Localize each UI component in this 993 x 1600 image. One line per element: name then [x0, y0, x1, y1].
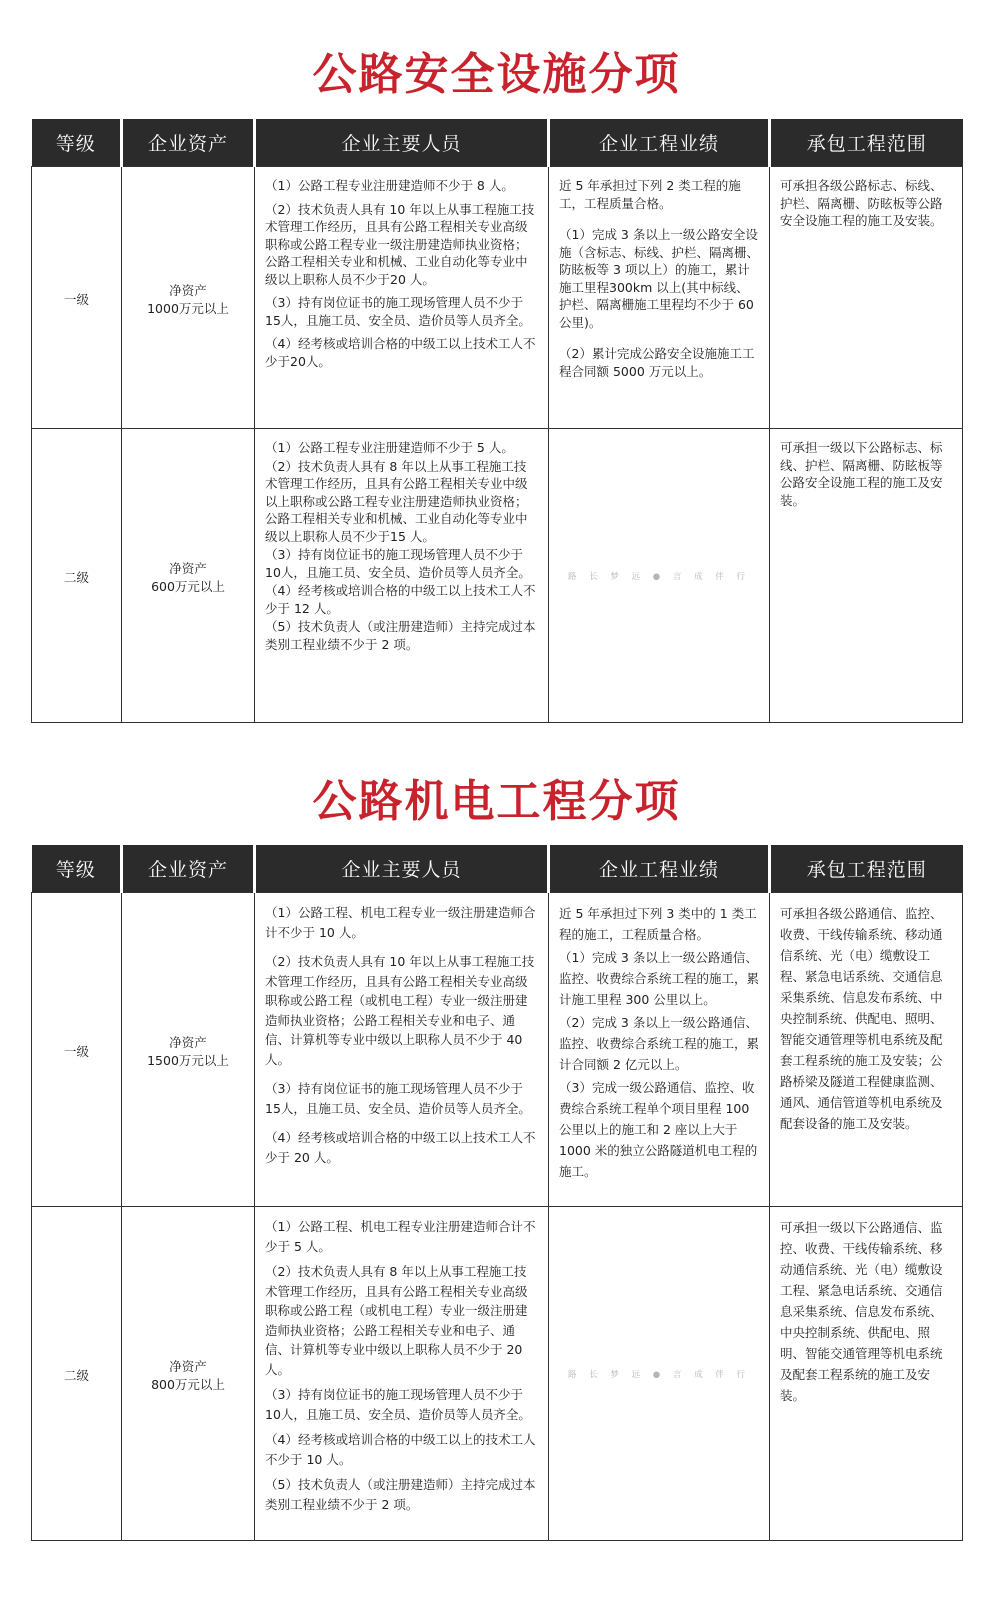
personnel-item: （3）持有岗位证书的施工现场管理人员不少于 15人，且施工员、安全员、造价员等人员齐全。 — [265, 1081, 531, 1116]
performance-cell — [549, 1207, 770, 1541]
table-row — [32, 893, 963, 1207]
section-title-electromechanical: 公路机电工程分项 — [312, 776, 681, 827]
header-asset: 企业资产 — [122, 119, 255, 167]
personnel-item: （1）公路工程专业注册建造师不少于 8 人。 — [265, 178, 514, 193]
level-cell: 二级 — [32, 429, 122, 723]
header-performance: 企业工程业绩 — [549, 119, 770, 167]
asset-cell — [122, 429, 255, 723]
watermark: 路 长 梦 远 ● 言 成 伴 行 — [567, 1369, 751, 1380]
personnel-item: （3）持有岗位证书的施工现场管理人员不少于 10人，且施工员、安全员、造价员等人员齐全。 — [265, 547, 531, 580]
electromechanical-table — [31, 845, 963, 1541]
header-personnel: 企业主要人员 — [255, 845, 549, 893]
section-title-safety: 公路安全设施分项 — [312, 49, 681, 100]
asset-value: 1500万元以上 — [147, 1052, 229, 1068]
asset-cell — [122, 1207, 255, 1541]
header-level: 等级 — [32, 845, 122, 893]
asset-value: 600万元以上 — [151, 578, 225, 594]
header-performance: 企业工程业绩 — [549, 845, 770, 893]
scope-cell — [770, 429, 963, 723]
performance-cell — [549, 429, 770, 723]
personnel-item: （1）公路工程、机电工程专业一级注册建造师合计不少于 10 人。 — [265, 905, 536, 940]
performance-item: （3）完成一级公路通信、监控、收费综合系统工程单个项目里程 100 公里以上的施工和 2 座以上大于1000 米的独立公路隧道机电工程的施工。 — [559, 1080, 758, 1179]
personnel-item: （2）技术负责人具有 8 年以上从事工程施工技术管理工作经历，且具有公路工程相关专业高级职称或公路工程（或机电工程）专业一级注册建造师执业资格；公路工程相关专业和电子、通信、计算机等专业中级以上职称人员不少于 20 人。 — [265, 1264, 528, 1377]
performance-item: （1）完成 3 条以上一级公路通信、监控、收费综合系统工程的施工，累计施工里程 300 公里以上。 — [559, 950, 760, 1007]
level-cell: 二级 — [32, 1207, 122, 1541]
header-asset: 企业资产 — [122, 845, 255, 893]
asset-label: 净资产 — [169, 1359, 207, 1374]
header-personnel: 企业主要人员 — [255, 119, 549, 167]
scope-item: 可承担各级公路通信、监控、收费、干线传输系统、移动通信系统、光（电）缆敷设工程、紧急电话系统、交通信息采集系统、信息发布系统、中央控制系统、供配电、照明、智能交通管理等机电系统及配套工程系统的施工及安装；公路桥梁及隧道工程健康监测、通风、通信管道等机电系统及配套设备的施工及安装。 — [780, 906, 943, 1131]
asset-cell — [122, 893, 255, 1207]
scope-cell — [770, 893, 963, 1207]
scope-cell — [770, 167, 963, 429]
personnel-item: （2）技术负责人具有 10 年以上从事工程施工技术管理工作经历，且具有公路工程相关专业高级职称或公路工程（或机电工程）专业一级注册建造师执业资格；公路工程相关专业和电子、通信、计算机等专业中级以上职称人员不少于 40 人。 — [265, 954, 535, 1067]
personnel-item: （4）经考核或培训合格的中级工以上技术工人不少于20人。 — [265, 336, 536, 369]
header-scope: 承包工程范围 — [770, 119, 963, 167]
performance-cell — [549, 167, 770, 429]
personnel-item: （4）经考核或培训合格的中级工以上技术工人不少于 20 人。 — [265, 1130, 536, 1165]
personnel-item: （1）公路工程专业注册建造师不少于 5 人。 — [265, 440, 514, 455]
performance-item: （1）完成 3 条以上一级公路安全设施（含标志、标线、护栏、隔离栅、防眩板等 3 项以上）的施工，累计施工里程300km 以上(其中标线、护栏、隔离栅施工里程均不少于 60 公里)。 — [559, 227, 760, 330]
performance-cell — [549, 893, 770, 1207]
personnel-item: （2）技术负责人具有 8 年以上从事工程施工技术管理工作经历，且具有公路工程相关专业中级以上职称或公路工程专业注册建造师执业资格；公路工程相关专业和机械、工业自动化等专业中级以上职称人员不少于15 人。 — [265, 458, 528, 544]
table-row — [32, 167, 963, 429]
personnel-item: （5）技术负责人（或注册建造师）主持完成过本类别工程业绩不少于 2 项。 — [265, 1477, 536, 1512]
personnel-cell — [255, 429, 549, 723]
personnel-item: （1）公路工程、机电工程专业注册建造师合计不少于 5 人。 — [265, 1219, 536, 1254]
asset-label: 净资产 — [169, 283, 207, 298]
scope-item: 可承担一级以下公路标志、标线、护栏、隔离栅、防眩板等公路安全设施工程的施工及安装。 — [780, 440, 943, 508]
performance-item: （2）累计完成公路安全设施施工工程合同额 5000 万元以上。 — [559, 346, 755, 379]
personnel-item: （4）经考核或培训合格的中级工以上的技术工人不少于 10 人。 — [265, 1432, 536, 1467]
performance-item: 近 5 年承担过下列 3 类中的 1 类工程的施工，工程质量合格。 — [559, 906, 757, 942]
header-row — [32, 845, 963, 893]
header-level: 等级 — [32, 119, 122, 167]
personnel-cell — [255, 167, 549, 429]
asset-value: 1000万元以上 — [147, 300, 229, 316]
header-row — [32, 119, 963, 167]
scope-item: 可承担一级以下公路通信、监控、收费、干线传输系统、移动通信系统、光（电）缆敷设工程、紧急电话系统、交通信息采集系统、信息发布系统、中央控制系统、供配电、照明、智能交通管理等机电系统及配套工程系统的施工及安装。 — [780, 1220, 943, 1403]
personnel-cell — [255, 893, 549, 1207]
asset-label: 净资产 — [169, 561, 207, 576]
personnel-item: （3）持有岗位证书的施工现场管理人员不少于 10人，且施工员、安全员、造价员等人员齐全。 — [265, 1387, 531, 1422]
scope-cell — [770, 1207, 963, 1541]
asset-cell — [122, 167, 255, 429]
personnel-item: （5）技术负责人（或注册建造师）主持完成过本类别工程业绩不少于 2 项。 — [265, 619, 536, 652]
personnel-item: （4）经考核或培训合格的中级工以上技术工人不少于 12 人。 — [265, 583, 536, 616]
personnel-item: （2）技术负责人具有 10 年以上从事工程施工技术管理工作经历，且具有公路工程相关专业高级职称或公路工程专业一级注册建造师执业资格；公路工程相关专业和机械、工业自动化等专业中级以上职称人员不少于20 人。 — [265, 201, 535, 287]
level-cell: 一级 — [32, 893, 122, 1207]
safety-table — [31, 119, 963, 723]
header-scope: 承包工程范围 — [770, 845, 963, 893]
asset-value: 800万元以上 — [151, 1376, 225, 1392]
watermark: 路 长 梦 远 ● 言 成 伴 行 — [567, 571, 751, 582]
performance-item: 近 5 年承担过下列 2 类工程的施工，工程质量合格。 — [559, 178, 741, 211]
scope-item: 可承担各级公路标志、标线、护栏、隔离栅、防眩板等公路安全设施工程的施工及安装。 — [780, 178, 943, 228]
personnel-item: （3）持有岗位证书的施工现场管理人员不少于 15人，且施工员、安全员、造价员等人员齐全。 — [265, 295, 531, 328]
performance-item: （2）完成 3 条以上一级公路通信、监控、收费综合系统工程的施工，累计合同额 2 亿元以上。 — [559, 1015, 760, 1072]
table-row — [32, 429, 963, 723]
personnel-cell — [255, 1207, 549, 1541]
table-row — [32, 1207, 963, 1541]
level-cell: 一级 — [32, 167, 122, 429]
asset-label: 净资产 — [169, 1035, 207, 1050]
